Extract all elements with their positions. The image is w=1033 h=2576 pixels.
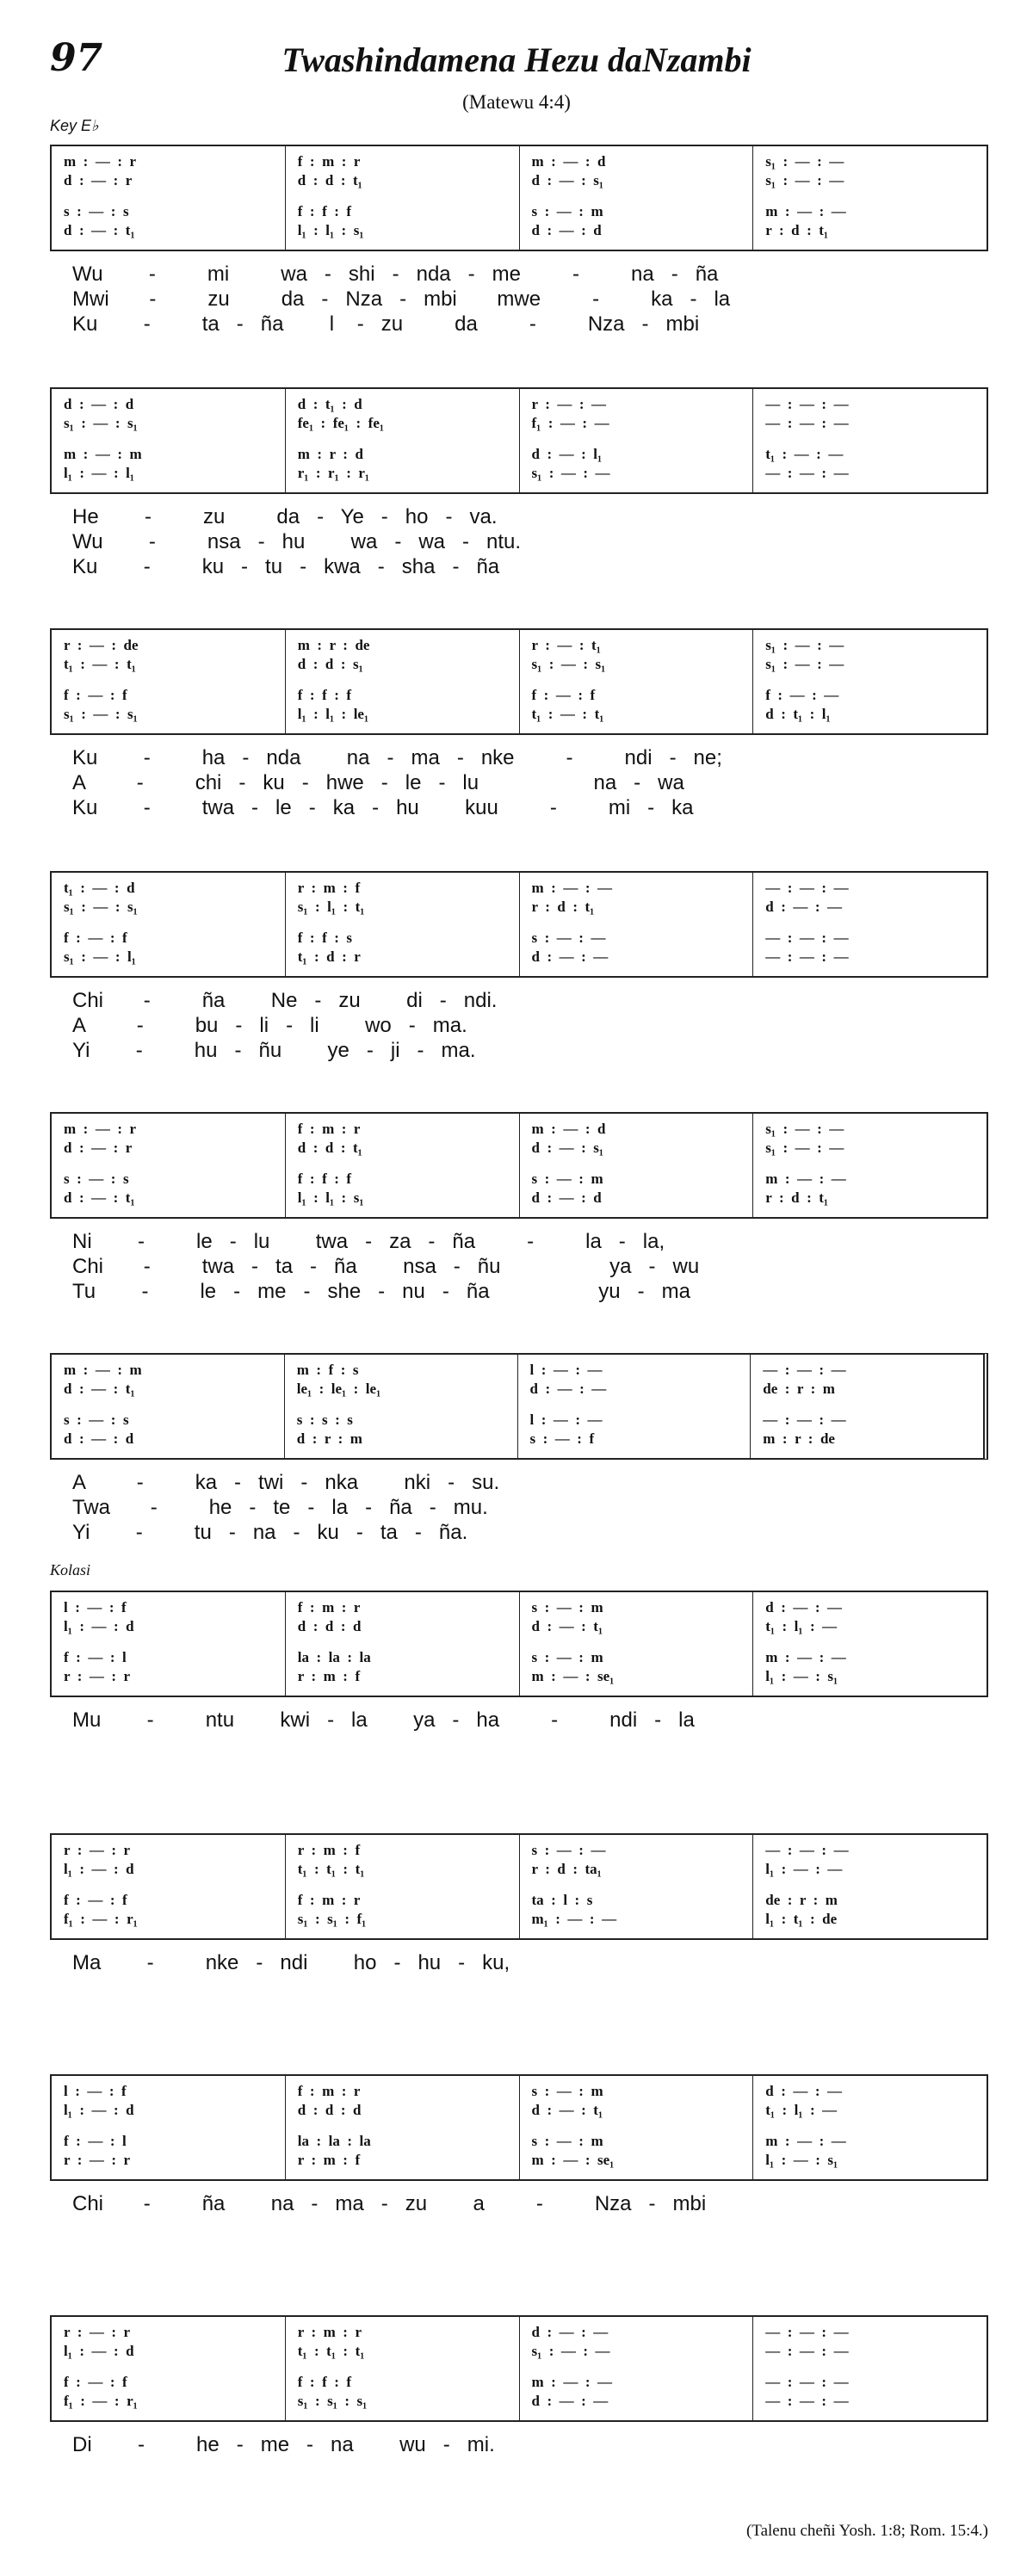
voice-part-row: t₁ : — : t₁: [531, 706, 604, 722]
voice-part-row: d : — : l₁: [531, 446, 603, 462]
measure: [286, 630, 520, 733]
lyric-line: A - chi - ku - hwe - le - lu na - wa: [72, 771, 684, 794]
voice-part-row: s₁ : — : —: [531, 2343, 610, 2359]
voice-part-row: s : — : m: [531, 2083, 603, 2099]
voice-part-row: m : — : —: [765, 1171, 846, 1187]
measure: [520, 1592, 754, 1696]
notation-system: [50, 1353, 988, 1460]
voice-part-row: s₁ : — : s₁: [64, 415, 138, 431]
voice-part-row: la : la : la: [297, 1649, 371, 1665]
kolasi-label: Kolasi: [50, 1561, 91, 1578]
lyrics-block: [72, 2191, 706, 2216]
measure: [520, 873, 754, 976]
voice-part-row: l₁ : — : —: [765, 1861, 843, 1877]
voice-part-row: m : f : s: [296, 1362, 359, 1378]
measure: [52, 1355, 285, 1458]
voice-part-row: — : — : —: [763, 1412, 846, 1428]
lyric-line: Wu - mi wa - shi - nda - me - na - ña: [72, 263, 719, 286]
measure: [52, 1114, 286, 1217]
voice-part-row: s : — : —: [531, 930, 606, 946]
voice-part-row: d : — : d: [64, 396, 134, 412]
measure: [520, 1835, 754, 1938]
lyric-line: A - ka - twi - nka nki - su.: [72, 1471, 500, 1494]
voice-part-row: d : d : t₁: [297, 172, 362, 188]
measure: [52, 389, 286, 492]
voice-part-row: d : — : —: [765, 2083, 843, 2099]
voice-part-row: l₁ : — : l₁: [64, 465, 134, 481]
voice-part-row: r : d : ta₁: [531, 1861, 602, 1877]
voice-part-row: f : f : f: [297, 687, 352, 703]
voice-part-row: f : — : —: [765, 687, 839, 703]
voice-part-row: m : — : —: [531, 880, 612, 896]
voice-part-row: s₁ : — : —: [765, 637, 844, 653]
voice-part-row: m : — : r: [64, 153, 137, 170]
voice-part-row: d : r : m: [296, 1430, 362, 1447]
voice-part-row: d : — : t₁: [64, 222, 135, 238]
lyric-line: Ku - ta - ña l - zu da - Nza - mbi: [72, 312, 700, 336]
voice-part-row: m : — : —: [765, 1649, 846, 1665]
voice-part-row: f₁ : — : r₁: [64, 2393, 138, 2409]
measure: [52, 873, 286, 976]
voice-part-row: s : — : f: [529, 1430, 595, 1447]
lyrics-block: [72, 988, 497, 1063]
voice-part-row: r : m : f: [297, 1842, 361, 1858]
hymn-title: Twashindamena Hezu daNzambi: [281, 40, 752, 79]
measure: [286, 1835, 520, 1938]
voice-part-row: d : — : d: [531, 1189, 602, 1206]
lyric-line: Twa - he - te - la - ña - mu.: [72, 1496, 488, 1519]
measure: [52, 2317, 286, 2420]
voice-part-row: d : — : t₁: [64, 1381, 135, 1397]
lyric-line: Di - he - me - na wu - mi.: [72, 2433, 495, 2456]
voice-part-row: t₁ : l₁ : —: [765, 1618, 838, 1634]
voice-part-row: r : — : r: [64, 2324, 131, 2340]
measure: [520, 389, 754, 492]
voice-part-row: r₁ : r₁ : r₁: [297, 465, 369, 481]
lyrics-block: [72, 262, 730, 337]
voice-part-row: d : — : t₁: [531, 2102, 603, 2118]
lyric-line: Wu - nsa - hu wa - wa - ntu.: [72, 530, 522, 553]
lyric-line: Yi - tu - na - ku - ta - ña.: [72, 1521, 468, 1544]
measure: [286, 2317, 520, 2420]
voice-part-row: m : r : d: [297, 446, 363, 462]
lyric-line: Ma - nke - ndi ho - hu - ku,: [72, 1951, 510, 1974]
voice-part-row: r : — : —: [531, 396, 607, 412]
voice-part-row: m₁ : — : —: [531, 1911, 617, 1927]
voice-part-row: m : — : m: [64, 446, 142, 462]
footer-reference: (Talenu cheñi Yosh. 1:8; Rom. 15:4.): [745, 2522, 988, 2540]
voice-part-row: t₁ : d : r: [297, 948, 361, 965]
voice-part-row: f : m : r: [297, 2083, 361, 2099]
voice-part-row: d : — : —: [531, 2393, 609, 2409]
notation-system: [50, 2315, 988, 2422]
lyrics-block: [72, 1229, 699, 1304]
voice-part-row: d : — : r: [64, 172, 133, 188]
voice-part-row: t₁ : t₁ : t₁: [297, 2343, 365, 2359]
lyric-line: Mu - ntu kwi - la ya - ha - ndi - la: [72, 1708, 695, 1732]
voice-part-row: m : — : se₁: [531, 1668, 615, 1684]
measure: [285, 1355, 518, 1458]
voice-part-row: s₁ : l₁ : t₁: [297, 899, 365, 915]
voice-part-row: s₁ : — : —: [765, 172, 844, 188]
voice-part-row: f : f : s: [297, 930, 353, 946]
hymn-number: 97: [50, 36, 103, 80]
voice-part-row: de : r : m: [765, 1892, 838, 1908]
voice-part-row: — : — : —: [765, 948, 849, 965]
voice-part-row: — : — : —: [765, 930, 849, 946]
voice-part-row: f : — : l: [64, 1649, 127, 1665]
voice-part-row: m : — : —: [765, 2133, 846, 2149]
lyrics-block: [72, 1950, 510, 1975]
measure: [753, 146, 987, 250]
measure: [753, 873, 987, 976]
measure: [286, 873, 520, 976]
voice-part-row: l : — : —: [529, 1412, 603, 1428]
voice-part-row: m : — : m: [64, 1362, 142, 1378]
voice-part-row: s₁ : — : —: [765, 153, 844, 170]
voice-part-row: — : — : —: [765, 880, 849, 896]
voice-part-row: s₁ : — : s₁: [64, 899, 138, 915]
voice-part-row: m : r : de: [297, 637, 370, 653]
voice-part-row: t₁ : l₁ : —: [765, 2102, 838, 2118]
voice-part-row: d : — : —: [529, 1381, 607, 1397]
voice-part-row: m : — : d: [531, 1121, 606, 1137]
voice-part-row: r : d : t₁: [765, 222, 829, 238]
voice-part-row: la : la : la: [297, 2133, 371, 2149]
scripture-reference: (Matewu 4:4): [462, 91, 571, 113]
voice-part-row: — : — : —: [765, 2393, 849, 2409]
measure: [286, 2076, 520, 2179]
voice-part-row: l₁ : l₁ : s₁: [297, 1189, 364, 1206]
voice-part-row: s₁ : s₁ : f₁: [297, 1911, 367, 1927]
voice-part-row: s₁ : — : —: [765, 1121, 844, 1137]
voice-part-row: f₁ : — : —: [531, 415, 609, 431]
voice-part-row: r : — : r: [64, 1668, 131, 1684]
voice-part-row: l₁ : t₁ : de: [765, 1911, 838, 1927]
voice-part-row: t₁ : — : —: [765, 446, 844, 462]
voice-part-row: d : — : s₁: [531, 172, 603, 188]
voice-part-row: s : — : m: [531, 1171, 603, 1187]
voice-part-row: m : — : d: [531, 153, 606, 170]
voice-part-row: s : — : m: [531, 1649, 603, 1665]
voice-part-row: d : — : —: [765, 1599, 843, 1615]
voice-part-row: f : m : r: [297, 1121, 361, 1137]
voice-part-row: l₁ : l₁ : s₁: [297, 222, 364, 238]
voice-part-row: d : d : d: [297, 2102, 362, 2118]
voice-part-row: — : — : —: [765, 415, 849, 431]
lyric-line: A - bu - li - li wo - ma.: [72, 1014, 467, 1037]
lyrics-block: [72, 504, 521, 579]
voice-part-row: f : m : r: [297, 1599, 361, 1615]
measure: [52, 1592, 286, 1696]
voice-part-row: s₁ : — : —: [765, 1140, 844, 1156]
voice-part-row: — : — : —: [765, 2374, 849, 2390]
measure: [52, 630, 286, 733]
measure: [52, 1835, 286, 1938]
voice-part-row: l : — : —: [529, 1362, 603, 1378]
voice-part-row: r : — : t₁: [531, 637, 601, 653]
voice-part-row: r : — : de: [64, 637, 139, 653]
voice-part-row: r : m : f: [297, 880, 361, 896]
voice-part-row: s : — : s: [64, 1412, 129, 1428]
lyric-line: Yi - hu - ñu ye - ji - ma.: [72, 1039, 476, 1062]
voice-part-row: f : f : f: [297, 1171, 352, 1187]
measure: [753, 2076, 987, 2179]
measure: [286, 1114, 520, 1217]
voice-part-row: f : m : r: [297, 1892, 361, 1908]
voice-part-row: — : — : —: [765, 2343, 849, 2359]
voice-part-row: l : — : f: [64, 1599, 127, 1615]
voice-part-row: s : — : s: [64, 203, 129, 219]
voice-part-row: m : r : de: [763, 1430, 835, 1447]
voice-part-row: l₁ : — : d: [64, 2343, 134, 2359]
voice-part-row: r : m : f: [297, 2152, 361, 2168]
lyrics-block: [72, 1708, 695, 1733]
voice-part-row: fe₁ : fe₁ : fe₁: [297, 415, 384, 431]
voice-part-row: l : — : f: [64, 2083, 127, 2099]
voice-part-row: f : — : l: [64, 2133, 127, 2149]
notation-system: [50, 145, 988, 251]
voice-part-row: s₁ : s₁ : s₁: [297, 2393, 368, 2409]
measure: [286, 146, 520, 250]
voice-part-row: s : — : m: [531, 203, 603, 219]
notation-system: [50, 1112, 988, 1219]
voice-part-row: — : — : —: [765, 396, 849, 412]
voice-part-row: f : m : r: [297, 153, 361, 170]
voice-part-row: l₁ : — : s₁: [765, 1668, 838, 1684]
lyric-line: Ku - ku - tu - kwa - sha - ña: [72, 555, 500, 578]
voice-part-row: r : — : r: [64, 1842, 131, 1858]
voice-part-row: s : — : m: [531, 1599, 603, 1615]
voice-part-row: f : — : f: [64, 2374, 127, 2390]
notation-system: [50, 871, 988, 978]
measure: [753, 389, 987, 492]
voice-part-row: r : d : t₁: [765, 1189, 829, 1206]
lyrics-block: [72, 1470, 499, 1545]
measure: [753, 1835, 987, 1938]
voice-part-row: d : t₁ : l₁: [765, 706, 831, 722]
voice-part-row: d : d : d: [297, 1618, 362, 1634]
voice-part-row: ta : l : s: [531, 1892, 593, 1908]
measure: [520, 2317, 754, 2420]
voice-part-row: l₁ : — : d: [64, 1861, 134, 1877]
measure: [286, 389, 520, 492]
measure: [753, 630, 987, 733]
voice-part-row: t₁ : — : t₁: [64, 656, 136, 672]
voice-part-row: d : t₁ : d: [297, 396, 362, 412]
voice-part-row: r : m : f: [297, 1668, 361, 1684]
voice-part-row: f : — : f: [64, 687, 127, 703]
voice-part-row: m : — : r: [64, 1121, 137, 1137]
lyric-line: Chi - ña na - ma - zu a - Nza - mbi: [72, 2192, 707, 2215]
measure: [520, 2076, 754, 2179]
voice-part-row: r : — : r: [64, 2152, 131, 2168]
lyric-line: Ku - twa - le - ka - hu kuu - mi - ka: [72, 796, 694, 819]
measure: [52, 146, 286, 250]
measure: [753, 1592, 987, 1696]
notation-system: [50, 628, 988, 735]
lyric-line: Tu - le - me - she - nu - ña yu - ma: [72, 1280, 690, 1303]
notation-system: [50, 387, 988, 494]
voice-part-row: — : — : —: [765, 465, 849, 481]
voice-part-row: f : — : f: [531, 687, 596, 703]
voice-part-row: f : f : f: [297, 2374, 352, 2390]
measure: [753, 1114, 987, 1217]
voice-part-row: s₁ : — : s₁: [531, 656, 606, 672]
lyrics-block: [72, 2432, 495, 2457]
voice-part-row: — : — : —: [765, 1842, 849, 1858]
voice-part-row: t₁ : t₁ : t₁: [297, 1861, 365, 1877]
notation-system: [50, 1591, 988, 1697]
voice-part-row: m : — : —: [765, 203, 846, 219]
measure: [286, 1592, 520, 1696]
voice-part-row: s₁ : — : —: [531, 465, 610, 481]
voice-part-row: l₁ : — : d: [64, 1618, 134, 1634]
voice-part-row: — : — : —: [765, 2324, 849, 2340]
voice-part-row: d : — : r: [64, 1140, 133, 1156]
voice-part-row: le₁ : le₁ : le₁: [296, 1381, 381, 1397]
voice-part-row: d : — : d: [64, 1430, 134, 1447]
voice-part-row: d : — : s₁: [531, 1140, 603, 1156]
notation-system: [50, 2074, 988, 2181]
voice-part-row: f : — : f: [64, 930, 127, 946]
voice-part-row: s : s : s: [296, 1412, 353, 1428]
voice-part-row: s₁ : — : —: [765, 656, 844, 672]
voice-part-row: d : d : s₁: [297, 656, 363, 672]
lyric-line: Ni - le - lu twa - za - ña - la - la,: [72, 1230, 665, 1253]
voice-part-row: s : — : m: [531, 2133, 603, 2149]
voice-part-row: de : r : m: [763, 1381, 835, 1397]
voice-part-row: d : — : t₁: [64, 1189, 135, 1206]
voice-part-row: r : m : r: [297, 2324, 362, 2340]
lyric-line: Mwi - zu da - Nza - mbi mwe - ka - la: [72, 287, 731, 311]
key-signature: Key E♭: [50, 117, 99, 134]
measure: [52, 2076, 286, 2179]
voice-part-row: r : d : t₁: [531, 899, 595, 915]
voice-part-row: d : — : t₁: [531, 1618, 603, 1634]
voice-part-row: d : — : —: [531, 948, 609, 965]
notation-system: [50, 1833, 988, 1940]
voice-part-row: d : d : t₁: [297, 1140, 362, 1156]
measure: [753, 2317, 987, 2420]
voice-part-row: f : — : f: [64, 1892, 127, 1908]
voice-part-row: l₁ : — : s₁: [765, 2152, 838, 2168]
measure: [751, 1355, 983, 1458]
voice-part-row: l₁ : — : d: [64, 2102, 134, 2118]
voice-part-row: f₁ : — : r₁: [64, 1911, 138, 1927]
measure: [518, 1355, 752, 1458]
lyric-line: Chi - twa - ta - ña nsa - ñu ya - wu: [72, 1255, 700, 1278]
voice-part-row: s₁ : — : s₁: [64, 706, 138, 722]
voice-part-row: — : — : —: [763, 1362, 846, 1378]
voice-part-row: m : — : se₁: [531, 2152, 615, 2168]
voice-part-row: d : — : —: [765, 899, 843, 915]
voice-part-row: s : — : s: [64, 1171, 129, 1187]
voice-part-row: d : — : —: [531, 2324, 609, 2340]
lyric-line: He - zu da - Ye - ho - va.: [72, 505, 498, 528]
voice-part-row: l₁ : l₁ : le₁: [297, 706, 369, 722]
measure: [520, 1114, 754, 1217]
lyrics-block: [72, 745, 722, 820]
measure: [520, 630, 754, 733]
voice-part-row: d : — : d: [531, 222, 602, 238]
lyric-line: Chi - ña Ne - zu di - ndi.: [72, 989, 498, 1012]
voice-part-row: s₁ : — : l₁: [64, 948, 136, 965]
voice-part-row: s : — : —: [531, 1842, 606, 1858]
measure: [520, 146, 754, 250]
voice-part-row: t₁ : — : d: [64, 880, 135, 896]
lyric-line: Ku - ha - nda na - ma - nke - ndi - ne;: [72, 746, 722, 769]
voice-part-row: m : — : —: [531, 2374, 612, 2390]
voice-part-row: f : f : f: [297, 203, 352, 219]
